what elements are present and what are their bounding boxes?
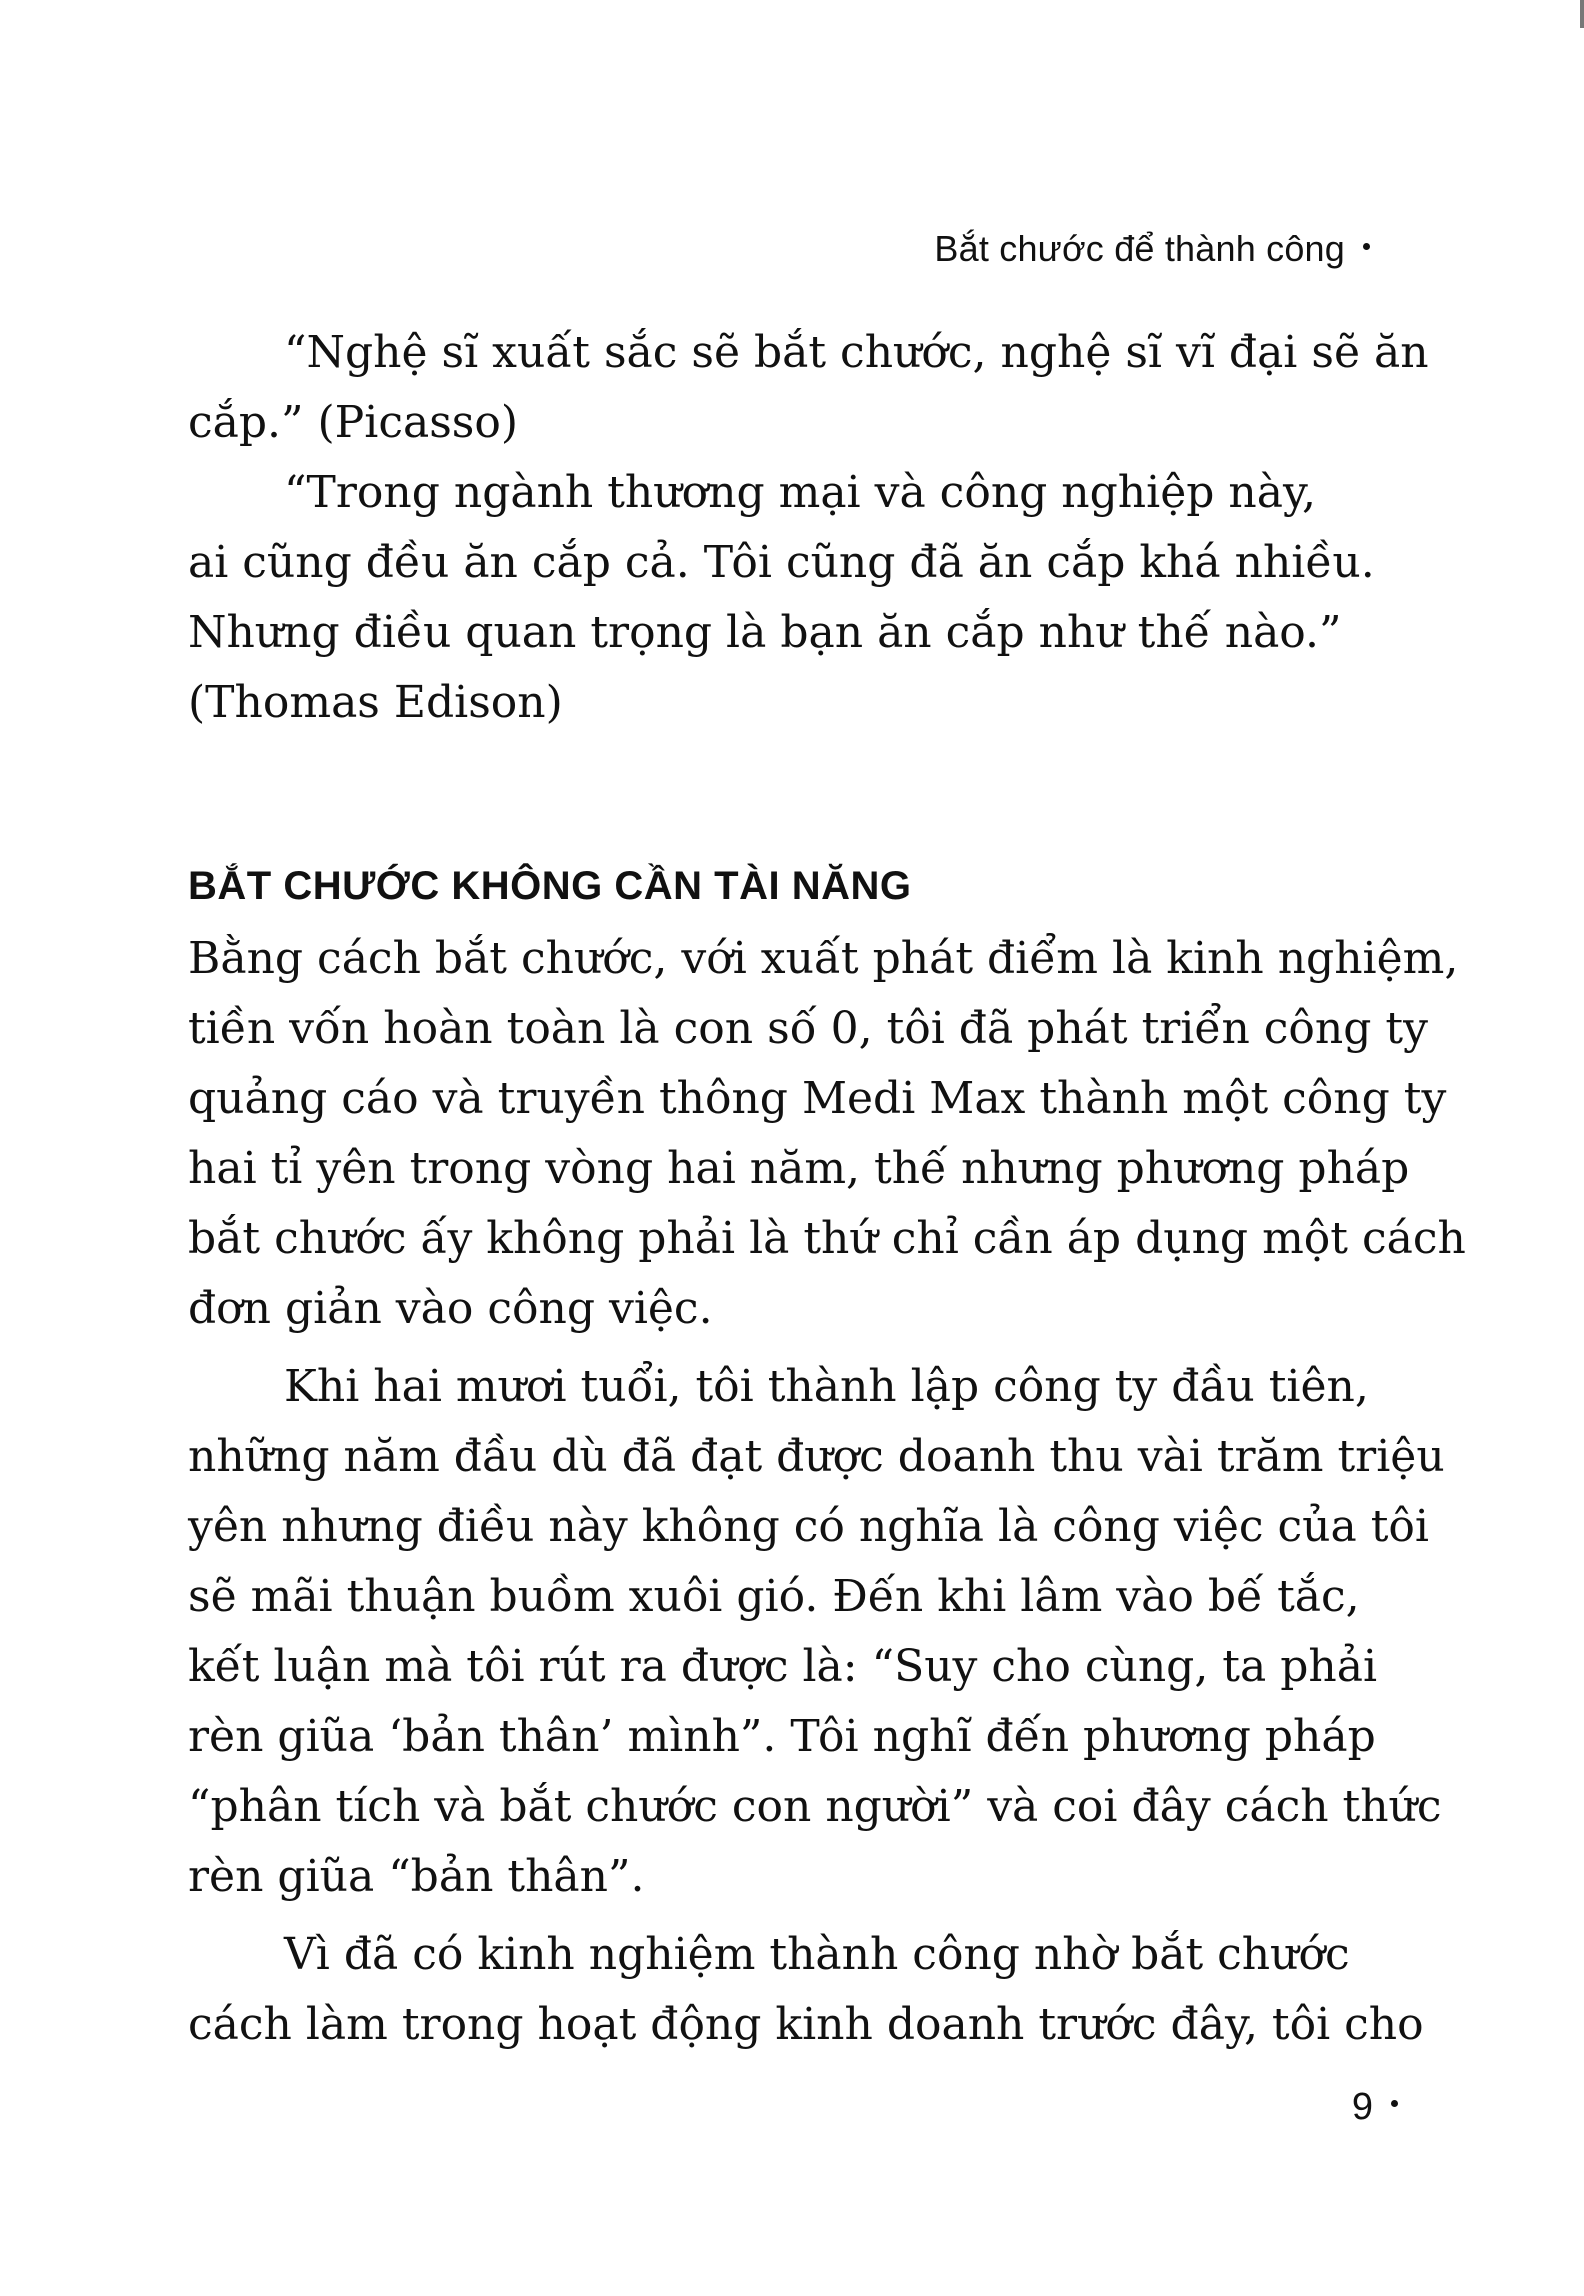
text-line: “phân tích và bắt chước con người” và coi đây cách thức [188,1781,1442,1832]
paragraph [188,1920,1424,2060]
header-bullet-icon [1363,243,1370,250]
page-content [188,318,1466,2068]
text-line: rèn giũa “bản thân”. [188,1851,645,1902]
text-line: hai tỉ yên trong vòng hai năm, thế nhưng phương pháp [188,1143,1410,1194]
quote-line: cắp.” (Picasso) [188,397,519,448]
paragraph [188,1352,1445,1912]
quote-line: “Nghệ sĩ xuất sắc sẽ bắt chước, nghệ sĩ vĩ đại sẽ ăn [284,327,1429,378]
section-body [188,924,1466,2060]
page-number-value: 9 [1351,2086,1373,2128]
text-line: Khi hai mươi tuổi, tôi thành lập công ty đầu tiên, [284,1361,1369,1412]
scan-edge-mark [1580,0,1584,28]
epigraph-quotes [188,318,1429,738]
running-header-title: Bắt chước để thành công [934,228,1345,269]
quote-line: ai cũng đều ăn cắp cả. Tôi cũng đã ăn cắp khá nhiều. [188,537,1375,588]
quote-line: “Trong ngành thương mại và công nghiệp này, [284,467,1316,518]
section-heading: BẮT CHƯỚC KHÔNG CẦN TÀI NĂNG [188,864,912,908]
text-line: sẽ mãi thuận buồm xuôi gió. Đến khi lâm vào bế tắc, [188,1571,1360,1622]
quote-edison [188,458,1388,738]
text-line: Bằng cách bắt chước, với xuất phát điểm là kinh nghiệm, [188,933,1459,984]
text-line: bắt chước ấy không phải là thứ chỉ cần áp dụng một cách [188,1213,1466,1264]
text-line: tiền vốn hoàn toàn là con số 0, tôi đã phát triển công ty [188,1003,1428,1054]
quote-line: (Thomas Edison) [188,677,563,728]
quote-line: Nhưng điều quan trọng là bạn ăn cắp như thế nào.” [188,607,1342,658]
quote-picasso [188,318,1429,458]
paragraph [188,924,1466,1344]
text-line: rèn giũa ‘bản thân’ mình”. Tôi nghĩ đến phương pháp [188,1711,1376,1762]
text-line: những năm đầu dù đã đạt được doanh thu vài trăm triệu [188,1431,1445,1482]
page-number-bullet-icon [1391,2100,1398,2107]
text-line: Vì đã có kinh nghiệm thành công nhờ bắt chước [284,1929,1350,1980]
text-line: yên nhưng điều này không có nghĩa là công việc của tôi [188,1501,1429,1552]
text-line: đơn giản vào công việc. [188,1283,713,1334]
text-line: cách làm trong hoạt động kinh doanh trước đây, tôi cho [188,1999,1424,2050]
page-number [0,2086,1398,2129]
text-line: quảng cáo và truyền thông Medi Max thành một công ty [188,1073,1447,1124]
text-line: kết luận mà tôi rút ra được là: “Suy cho cùng, ta phải [188,1641,1378,1692]
running-header [0,228,1370,270]
